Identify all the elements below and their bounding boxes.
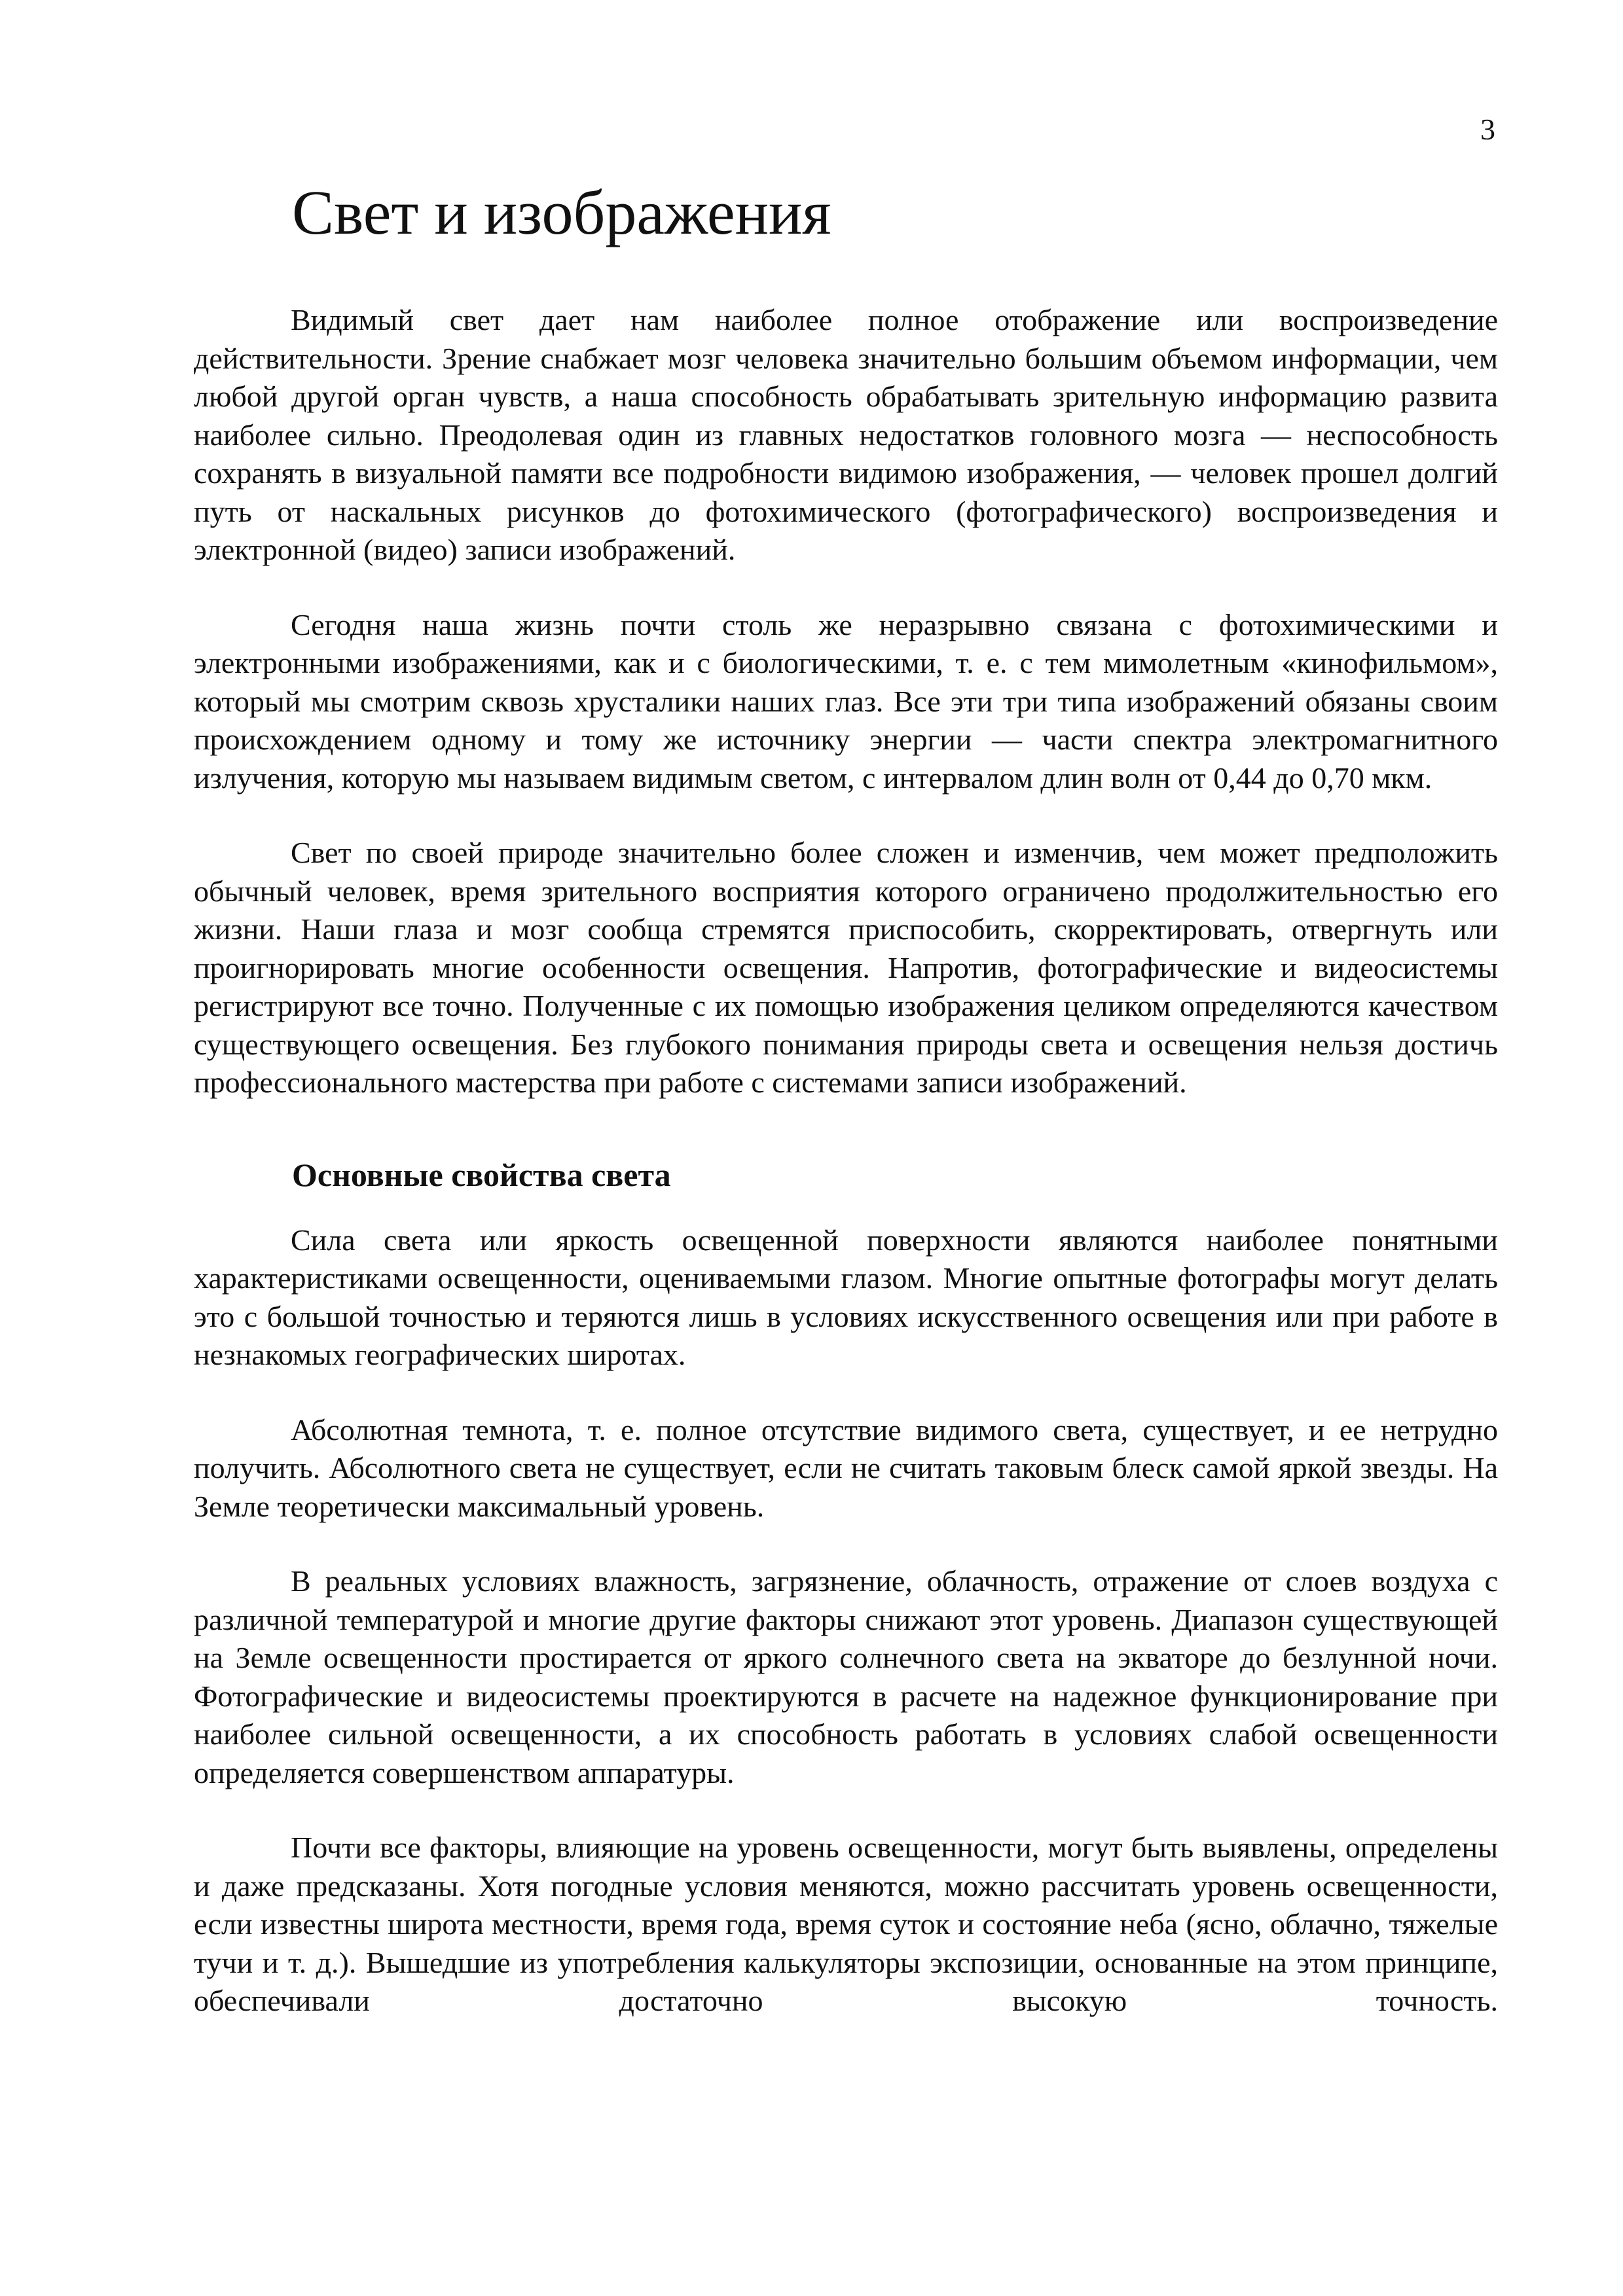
paragraph: Видимый свет дает нам наиболее полное отображение или воспроизведение действительности. Зрение снабжает мозг человека значительно большим объемом информации, чем любой другой орган чувств, а наша способность обрабатывать зрительную информацию развита наиболее сильно. Преодолевая один из главных недостатков головного мозга — неспособность сохранять в визуальной памяти все подробности видимою изображения, — человек прошел долгий путь от наскальных рисунков до фотохимического (фотографического) воспроизведения и электронной (видео) записи изображений.	[194, 303, 1498, 566]
section-heading: Основные свойства света	[292, 1156, 671, 1193]
paragraph: Сегодня наша жизнь почти столь же неразрывно связана с фотохимическими и электронными изображениями, как и с биологическими, т. е. с тем мимолетным «кинофильмом», который мы смотрим сквозь хрусталики наших глаз. Все эти три типа изображений обязаны своим происхождением одному и тому же источнику энергии — части спектра электромагнитного излучения, которую мы называем видимым светом, с интервалом длин волн от 0,44 до 0,70 мкм.	[194, 607, 1498, 795]
paragraph: Абсолютная темнота, т. е. полное отсутствие видимого света, существует, и ее нетрудно получить. Абсолютного света не существует, если не считать таковым блеск самой яркой звезды. На Земле теоретически максимальный уровень.	[194, 1412, 1498, 1523]
document-body	[194, 177, 1498, 2020]
paragraph: Свет по своей природе значительно более сложен и изменчив, чем может предположить обычный человек, время зрительного восприятия которого ограничено продолжительностью его жизни. Наши глаза и мозг сообща стремятся приспособить, скорректировать, отвергнуть или проигнорировать многие особенности освещения. Напротив, фотографические и видеосистемы регистрируют все точно. Полученные с их помощью изображения целиком определяются качеством существующего освещения. Без глубокого понимания природы света и освещения нельзя достичь профессионального мастерства при работе с системами записи изображений.	[194, 836, 1498, 1099]
paragraph: Сила света или яркость освещенной поверхности являются наиболее понятными характеристиками освещенности, оцениваемыми глазом. Многие опытные фотографы могут делать это с большой точностью и теряются лишь в условиях искусственного освещения или при работе в незнакомых географических широтах.	[194, 1223, 1498, 1371]
document-title: Свет и изображения	[292, 177, 831, 247]
paragraph: Почти все факторы, влияющие на уровень освещенности, могут быть выявлены, определены и даже предсказаны. Хотя погодные условия меняются, можно рассчитать уровень освещенности, если известны широта местности, время года, время суток и состояние неба (ясно, облачно, тяжелые тучи и т. д.). Вышедшие из употребления калькуляторы экспозиции, основанные на этом принципе, обеспечивали достаточно высокую точность.	[194, 1831, 1498, 2017]
page-number: 3	[1480, 113, 1495, 146]
paragraph: В реальных условиях влажность, загрязнение, облачность, отражение от слоев воздуха с различной температурой и многие другие факторы снижают этот уровень. Диапазон существующей на Земле освещенности простирается от яркого солнечного света на экваторе до безлунной ночи. Фотографические и видеосистемы проектируются в расчете на надежное функционирование при наиболее сильной освещенности, а их способность работать в условиях слабой освещенности определяется совершенством аппаратуры.	[194, 1564, 1498, 1789]
